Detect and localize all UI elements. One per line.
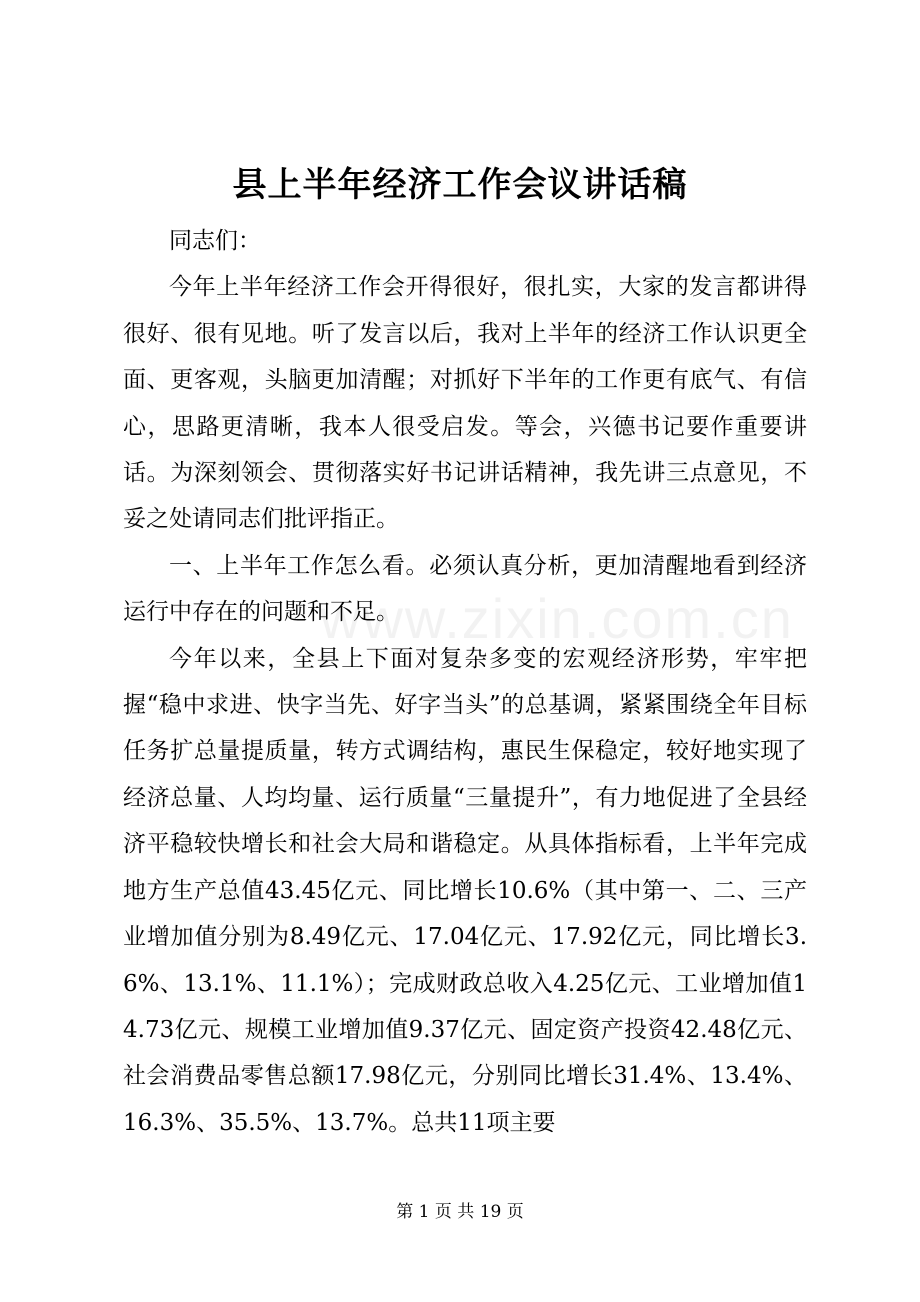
paragraph-economic-data: 今年以来，全县上下面对复杂多变的宏观经济形势，牢牢把握“稳中求进、快字当先、好字当头”的总基调，紧紧围绕全年目标任务扩总量提质量，转方式调结构，惠民生保稳定，较好地实现了经济总量、人均均量、运行质量“三量提升”，有力地促进了全县经济平稳较快增长和社会大局和谐稳定。从具体指标看，上半年完成地方生产总值43.45亿元、同比增长10.6%（其中第一、二、三产业增加值分别为8.49亿元、17.04亿元、17.92亿元，同比增长3.6%、13.1%、11.1%）；完成财政总收入4.25亿元、工业增加值14.73亿元、规模工业增加值9.37亿元、固定资产投资42.48亿元、社会消费品零售总额17.98亿元，分别同比增长31.4%、13.4%、16.3%、35.5%、13.7%。总共11项主要	[123, 645, 807, 1136]
paragraph-salutation: 同志们：	[169, 228, 261, 254]
watermark: www.zixin.com.cn	[320, 587, 794, 650]
document-body	[123, 218, 807, 1146]
paragraph-section-heading: 一、上半年工作怎么看。必须认真分析，更加清醒地看到经济运行中存在的问题和不足。	[123, 552, 807, 626]
paragraph-intro: 今年上半年经济工作会开得很好，很扎实，大家的发言都讲得很好、很有见地。听了发言以后，我对上半年的经济工作认识更全面、更客观，头脑更加清醒；对抓好下半年的工作更有底气、有信心，思路更清晰，我本人很受启发。等会，兴德书记要作重要讲话。为深刻领会、贯彻落实好书记讲话精神，我先讲三点意见，不妥之处请同志们批评指正。	[123, 274, 807, 533]
page-number-footer: 第 1 页 共 19 页	[396, 1202, 524, 1222]
document-title: 县上半年经济工作会议讲话稿	[232, 165, 688, 205]
